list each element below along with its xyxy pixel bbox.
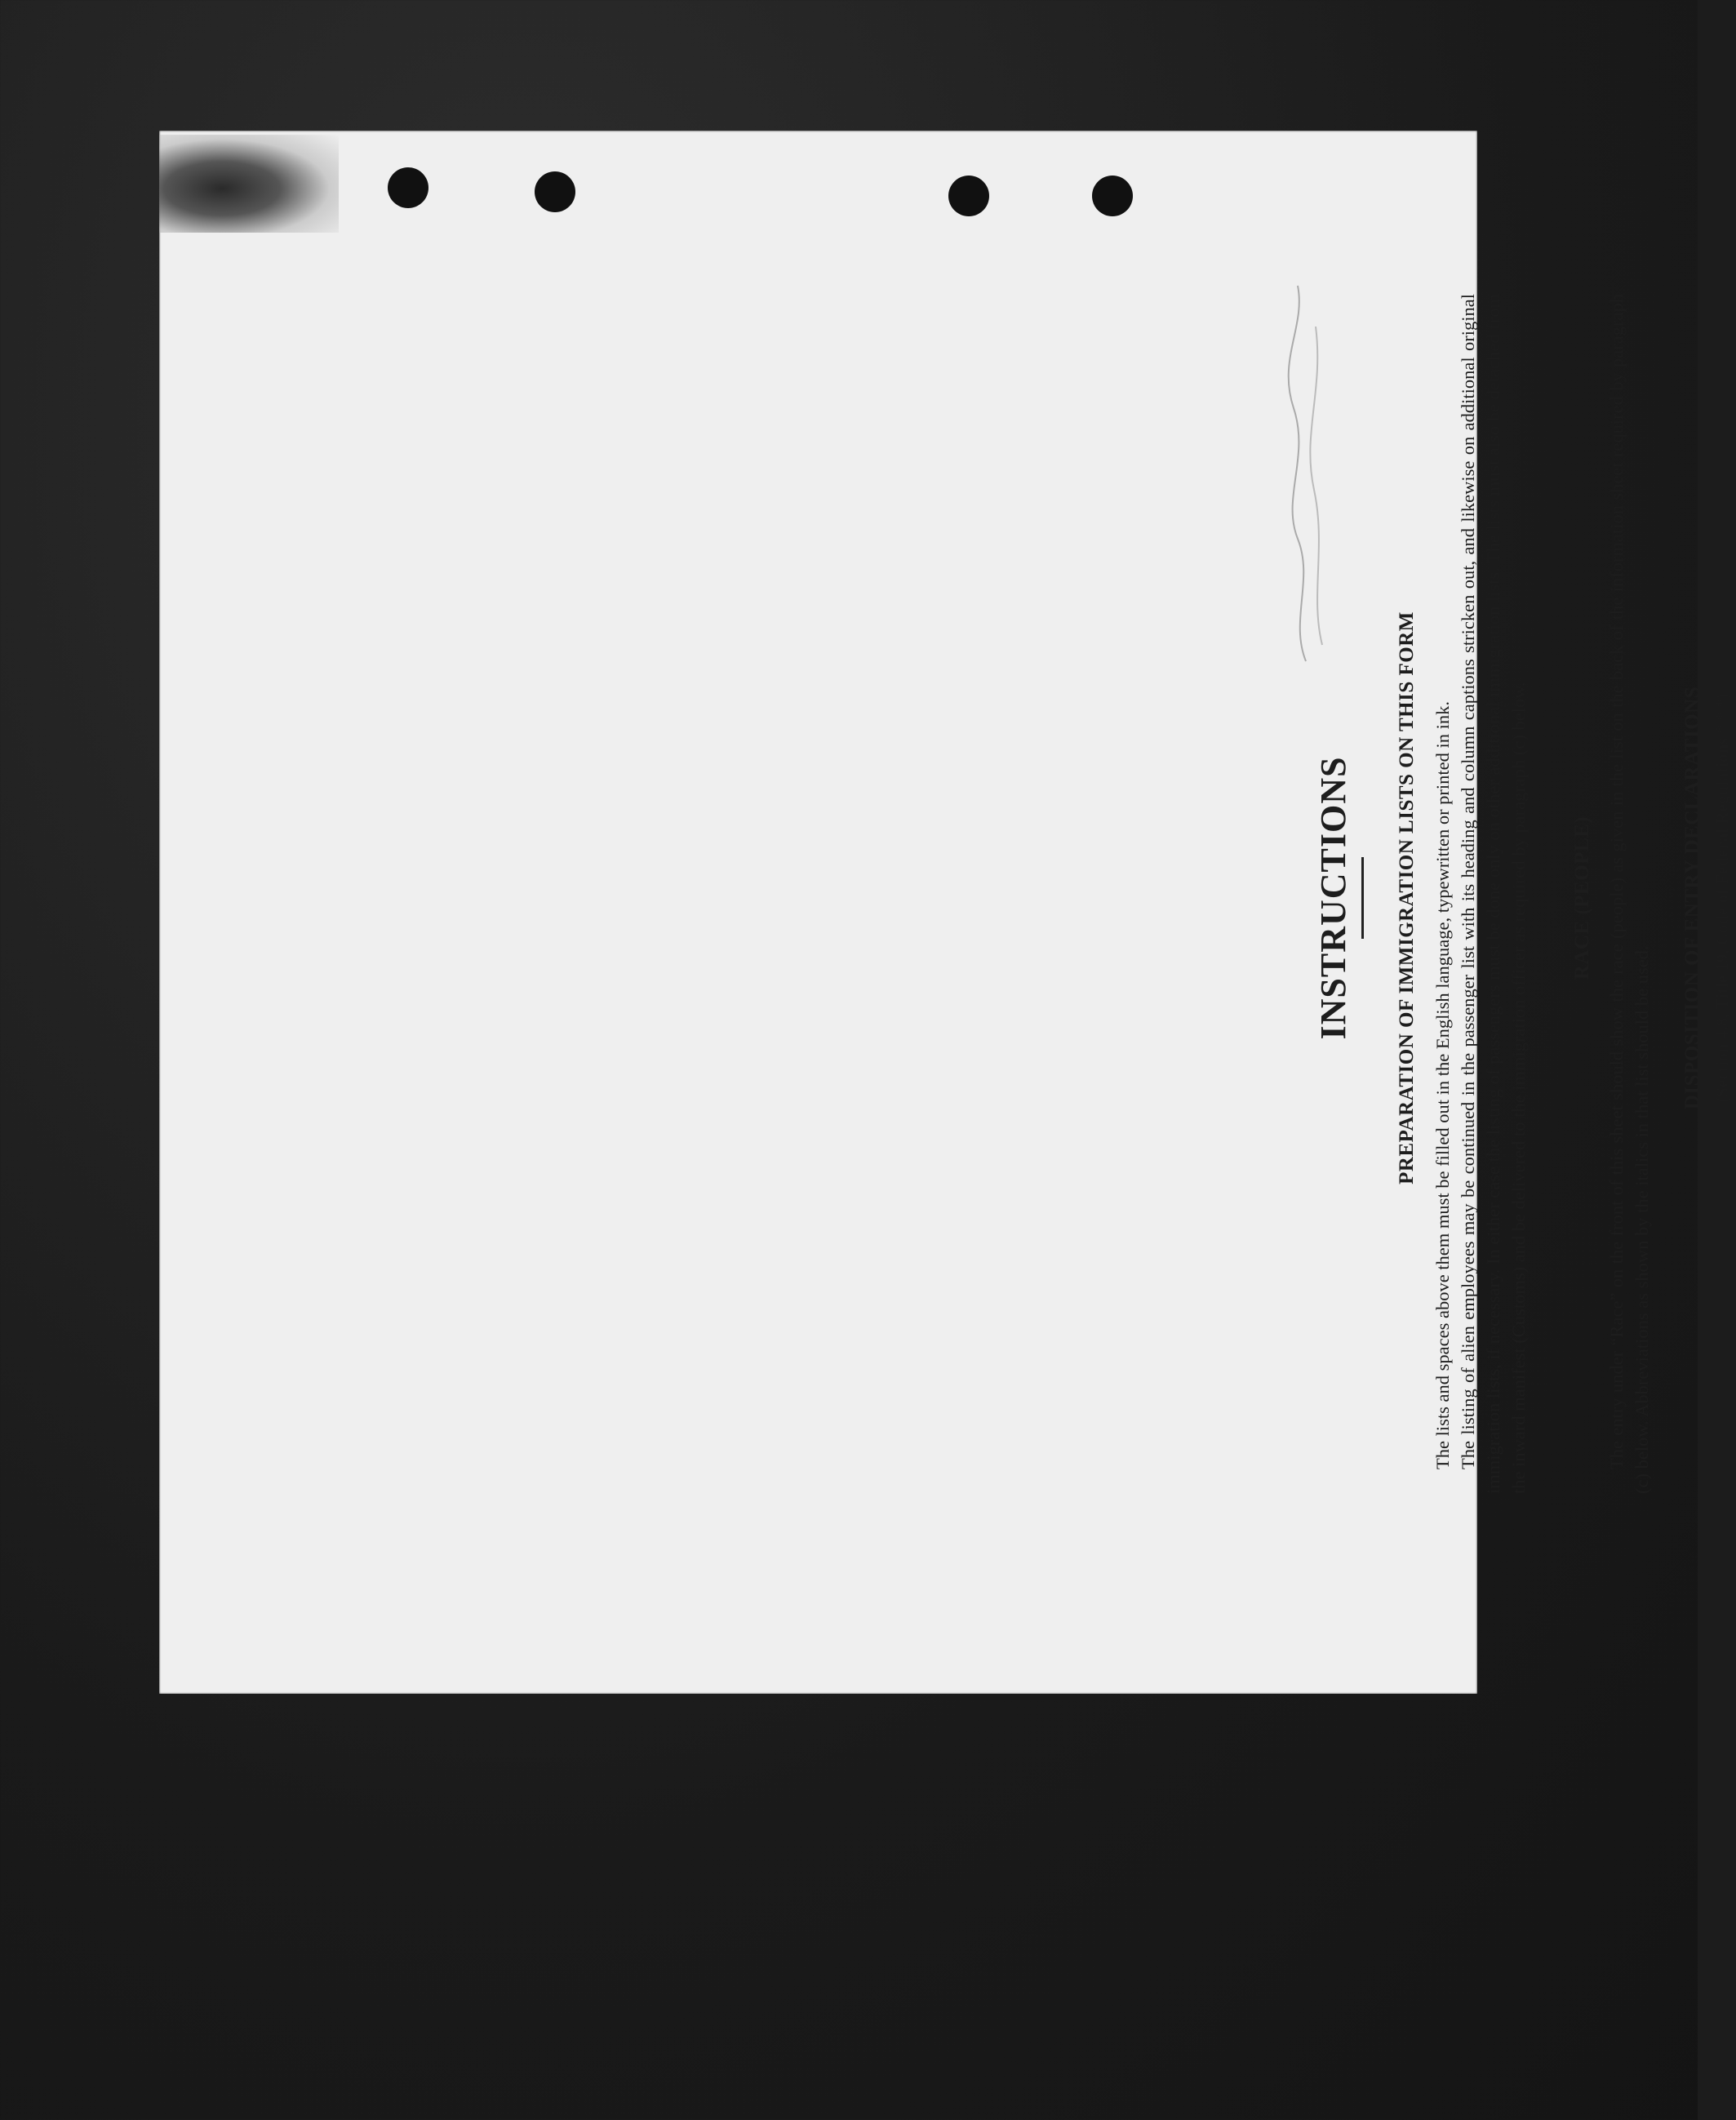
section-subheading-disposition: (Section 4.8, Title 19, Code of Federal Regulations * * *) (1712, 693, 1732, 1103)
paragraph-race: The entry under “Race” on the front of this sheet should show the race (people) as given in the list on the back of the information sheet required by paragraph (c) below. Abbreviations as shown by the italics in that list should be used. (1606, 294, 1652, 1494)
paragraph-preparation-2: The listing of alien employees may be continued in the passenger list with its heading and column captions stricken out, and likewise on additional original immigration lists, if necessary. In either case the listing of passengers must be done only on other additional immigration lists. The lists must also be detached from the inward manifest (Customs) and be delivered to the immigration officer as required by paragraph (c) below. (1458, 294, 1529, 1494)
section-heading-race: RACE (PEOPLE) (1571, 816, 1593, 980)
punch-hole (388, 167, 428, 208)
punch-hole (948, 176, 989, 216)
punch-hole (1092, 176, 1133, 216)
rotated-document (1249, 269, 1736, 1527)
section-heading-disposition: DISPOSITION OF ENTRY DECLARATIONS (1681, 686, 1703, 1110)
corner-smudge (159, 135, 339, 233)
document-title: INSTRUCTIONS (1313, 756, 1353, 1040)
faint-pencil-notes (1273, 278, 1330, 669)
section-heading-preparation: PREPARATION OF IMMIGRATION LISTS ON THIS FORM (1396, 611, 1418, 1184)
paragraph-preparation-1: The lists and spaces above them must be filled out in the English language, typewritten or printed in ink. (1432, 700, 1453, 1469)
punch-hole (535, 171, 575, 212)
title-rule (1361, 857, 1364, 939)
